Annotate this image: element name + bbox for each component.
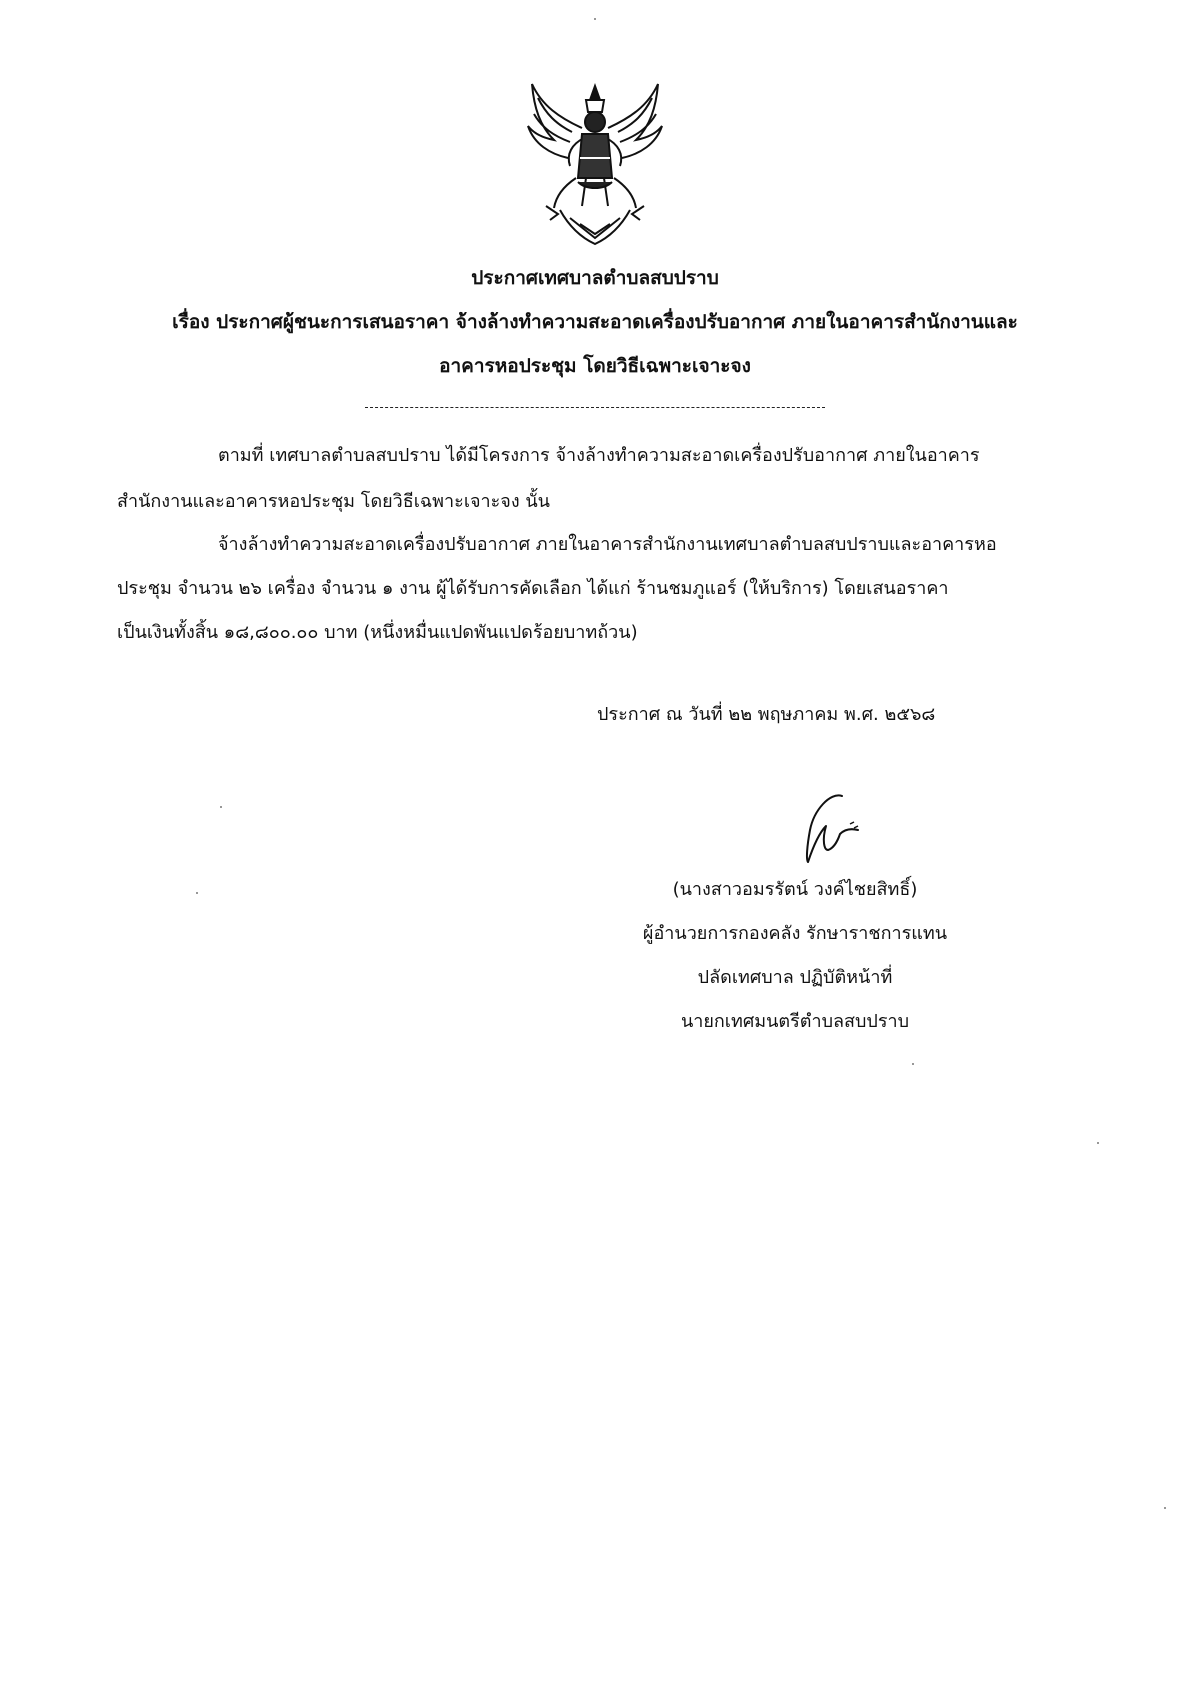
body-paragraph-1-line-2: สำนักงานและอาคารหอประชุม โดยวิธีเฉพาะเจาะจง นั้น: [117, 491, 550, 512]
scan-speck: [1164, 1507, 1166, 1509]
garuda-emblem-icon: [520, 78, 670, 253]
scan-speck: [196, 892, 198, 894]
signatory-position-2: ปลัดเทศบาล ปฏิบัติหน้าที่: [697, 967, 893, 988]
scan-speck: [912, 1063, 914, 1065]
body-paragraph-2-line-2: ประชุม จำนวน ๒๖ เครื่อง จำนวน ๑ งาน ผู้ได้รับการคัดเลือก ได้แก่ ร้านชมภูแอร์ (ให้บริการ) โดยเสนอราคา: [117, 578, 949, 599]
announcement-subject-line-1: เรื่อง ประกาศผู้ชนะการเสนอราคา จ้างล้างทำความสะอาดเครื่องปรับอากาศ ภายในอาคารสำนักงานและ: [172, 311, 1018, 333]
scan-speck: [594, 18, 596, 20]
scan-speck: [220, 806, 222, 808]
body-paragraph-2-line-3: เป็นเงินทั้งสิ้น ๑๘,๘๐๐.๐๐ บาท (หนึ่งหมื่นแปดพันแปดร้อยบาทถ้วน): [117, 622, 638, 643]
body-paragraph-1-line-1: ตามที่ เทศบาลตำบลสบปราบ ได้มีโครงการ จ้างล้างทำความสะอาดเครื่องปรับอากาศ ภายในอาคาร: [218, 445, 980, 466]
signatory-name: (นางสาวอมรรัตน์ วงค์ไชยสิทธิ์): [672, 879, 918, 900]
signatory-position-3: นายกเทศมนตรีตำบลสบปราบ: [680, 1011, 910, 1032]
announcement-subject-line-2: อาคารหอประชุม โดยวิธีเฉพาะเจาะจง: [439, 355, 751, 377]
title-divider: [365, 407, 825, 408]
announcement-date: ประกาศ ณ วันที่ ๒๒ พฤษภาคม พ.ศ. ๒๕๖๘: [597, 704, 936, 725]
body-paragraph-2-line-1: จ้างล้างทำความสะอาดเครื่องปรับอากาศ ภายในอาคารสำนักงานเทศบาลตำบลสบปราบและอาคารหอ: [218, 534, 997, 555]
scan-speck: [1097, 1142, 1099, 1144]
handwritten-signature-icon: [792, 790, 862, 865]
announcement-title: ประกาศเทศบาลตำบลสบปราบ: [471, 267, 719, 289]
signatory-position-1: ผู้อำนวยการกองคลัง รักษาราชการแทน: [642, 923, 948, 944]
